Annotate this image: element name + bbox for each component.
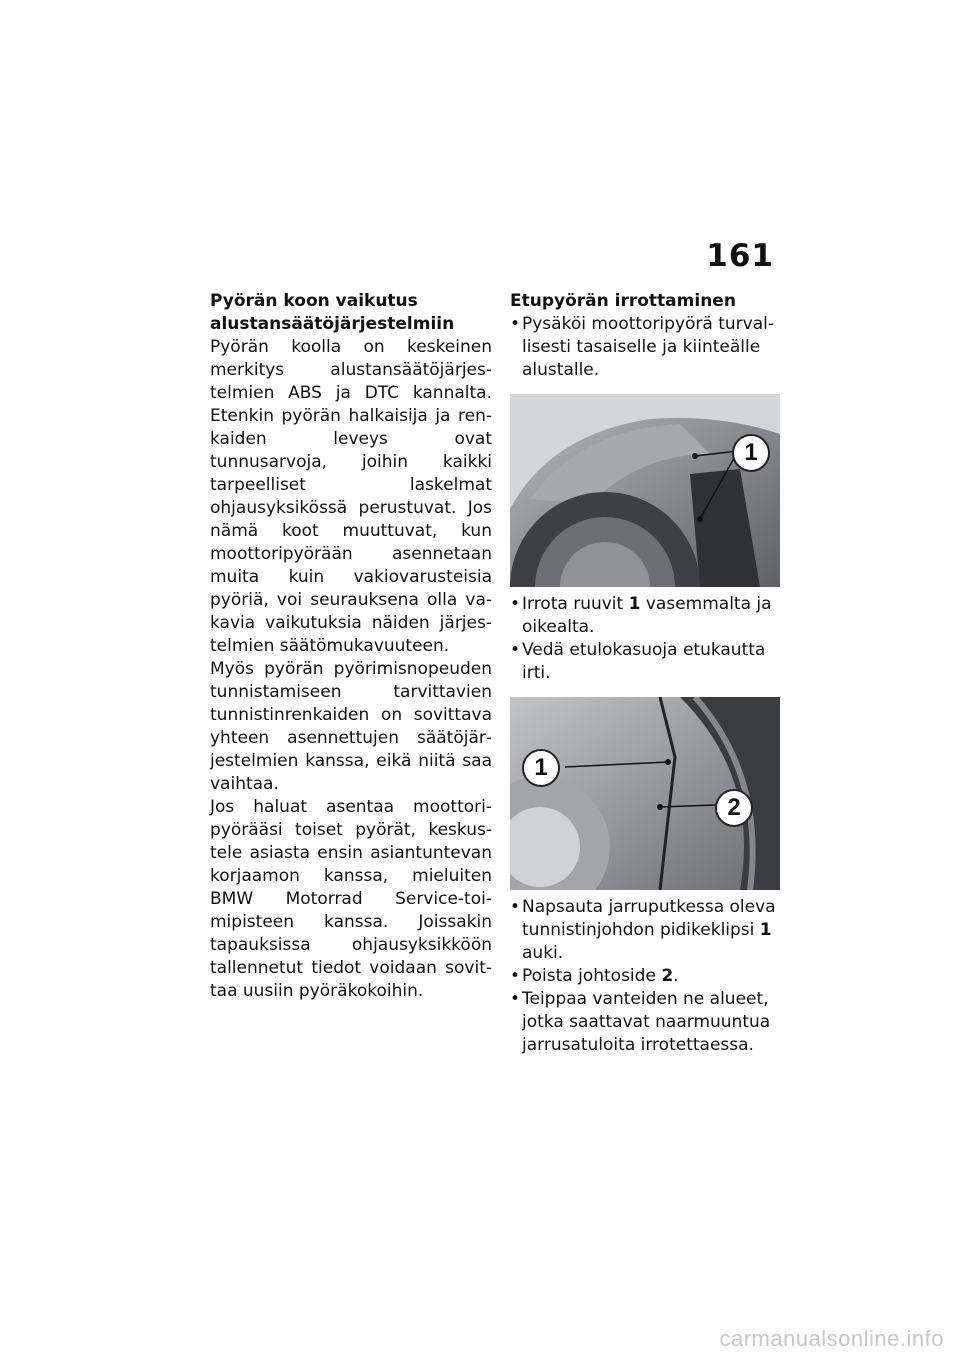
figure-brake-line-clip xyxy=(510,697,780,890)
list-item: • Pysäköi moottoripyörä turvallisesti tasaiselle ja kiinteälle alustalle. xyxy=(510,313,782,382)
section-heading-wheel-size xyxy=(210,290,492,336)
page-number: 161 xyxy=(706,238,774,274)
steps-list-3 xyxy=(510,896,782,1057)
paragraph-1: Pyörän koolla on keskeinen merkitys alustansäätöjärjestelmien ABS ja DTC kannalta. Etenkin pyörän halkaisija ja renkaiden leveys ovat tunnusarvoja, joihin kaikki tarpeelliset laskelmat ohjausyksikössä perustuvat. Jos nämä koot muuttuvat, kun moottoripyörään asennetaan muita kuin vakiovarusteisia pyöriä, voi seurauksena olla vakavia vaikutuksia näiden järjestelmien säätömukavuuteen. xyxy=(210,337,492,656)
watermark: carmanualsonline.info xyxy=(719,1326,944,1351)
list-item: • Poista johtoside 2. xyxy=(510,965,782,988)
list-item: • Vedä etulokasuoja etukautta irti. xyxy=(510,639,782,685)
list-item: • Napsauta jarruputkessa oleva tunnistinjohdon pidikeklipsi 1 auki. xyxy=(510,896,782,965)
steps-list-1 xyxy=(510,313,782,382)
steps-list-2 xyxy=(510,593,782,685)
right-column xyxy=(510,290,782,1057)
section-heading-front-wheel-removal: Etupyörän irrottaminen xyxy=(510,291,736,311)
figure-fender-screws xyxy=(510,394,780,587)
heading-line-1: Pyörän koon vaikutus xyxy=(210,291,418,311)
list-item: • Irrota ruuvit 1 vasemmalta ja oikealta. xyxy=(510,593,782,639)
left-column xyxy=(210,290,492,1003)
callout-label-2: 2 xyxy=(715,789,753,827)
paragraph-3: Jos haluat asentaa moottoripyörääsi toiset pyörät, keskustele asiasta ensin asiantuntevan korjaamon kanssa, mieluiten BMW Motorrad Service-toimipisteen kanssa. Joissakin tapauksissa ohjausyksikköön tallennetut tiedot voidaan sovittaa uusiin pyöräkokoihin. xyxy=(210,797,492,1001)
callout-label-1: 1 xyxy=(732,434,770,472)
list-item: • Teippaa vanteiden ne alueet, jotka saattavat naarmuuntua jarrusatuloita irrotettaessa. xyxy=(510,988,782,1057)
heading-line-2: alustansäätöjärjestelmiin xyxy=(210,314,455,334)
callout-label-1: 1 xyxy=(522,749,560,787)
fender-illustration xyxy=(510,394,780,587)
paragraph-2: Myös pyörän pyörimisnopeuden tunnistamiseen tarvittavien tunnistinrenkaiden on sovittava yhteen asennettujen säätöjärjestelmien kanssa, eikä niitä saa vaihtaa. xyxy=(210,659,492,794)
